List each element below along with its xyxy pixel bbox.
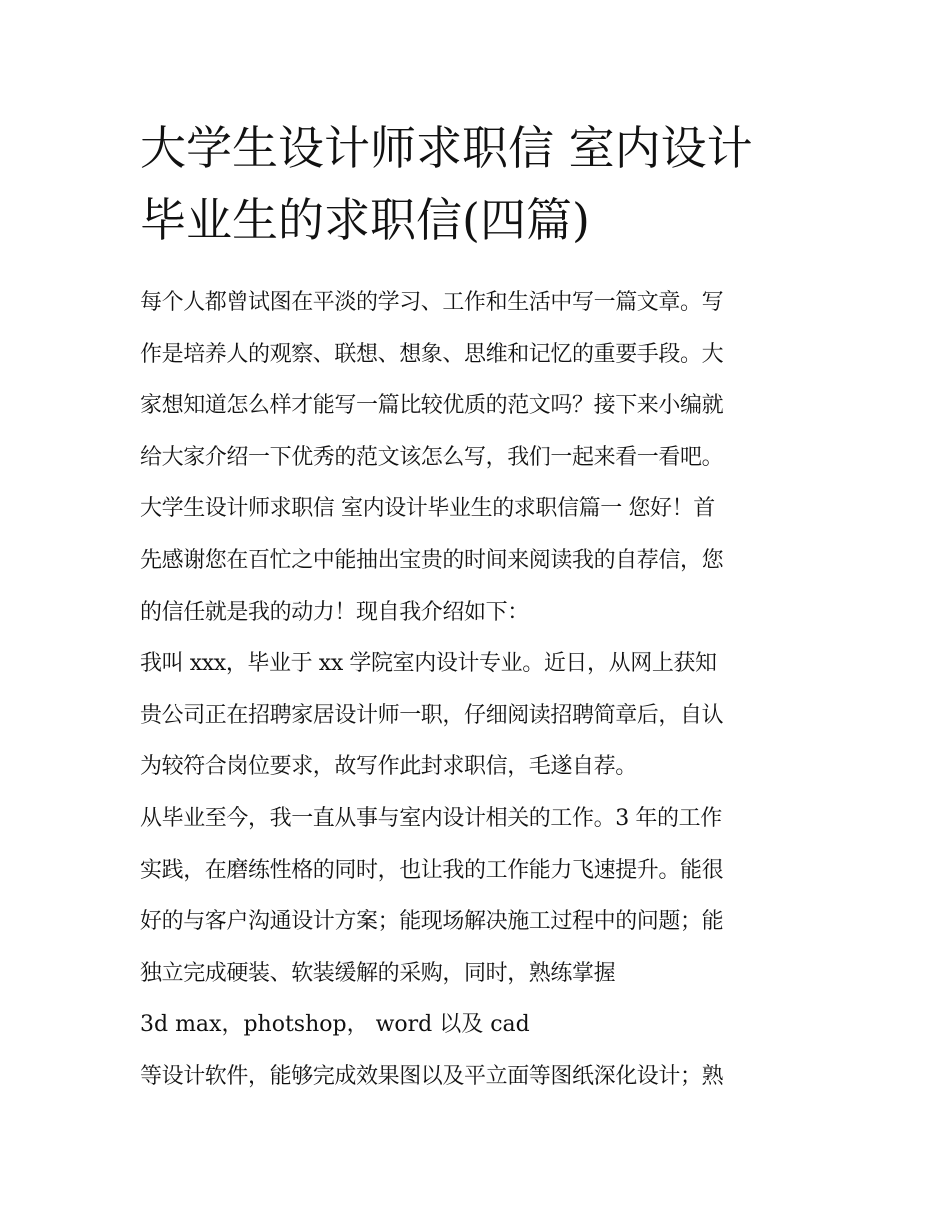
body-line: 作是培养人的观察、联想、想象、思维和记忆的重要手段。大 bbox=[140, 341, 724, 367]
body-line: 独立完成硬装、软装缓解的采购，同时，熟练掌握 bbox=[140, 960, 616, 986]
body-line: 从毕业至今，我一直从事与室内设计相关的工作。3 年的工作 bbox=[140, 805, 722, 831]
body-line: 好的与客户沟通设计方案；能现场解决施工过程中的问题；能 bbox=[140, 909, 724, 935]
body-line: 给大家介绍一下优秀的范文该怎么写，我们一起来看一看吧。 bbox=[140, 444, 724, 470]
body-line: 为较符合岗位要求，故写作此封求职信，毛遂自荐。 bbox=[140, 754, 637, 780]
title-line: 毕业生的求职信(四篇) bbox=[140, 193, 590, 247]
body-line: 我叫 xxx，毕业于 xx 学院室内设计专业。近日，从网上获知 bbox=[140, 651, 717, 677]
body-line: 每个人都曾试图在平淡的学习、工作和生活中写一篇文章。写 bbox=[140, 290, 724, 315]
body-line: 家想知道怎么样才能写一篇比较优质的范文吗？接下来小编就 bbox=[140, 393, 724, 419]
body-line: 实践，在磨练性格的同时，也让我的工作能力飞速提升。能很 bbox=[140, 857, 724, 883]
body-line: 的信任就是我的动力！现自我介绍如下： bbox=[140, 599, 529, 625]
body-line: 3d max，photshop， word 以及 cad bbox=[140, 1012, 530, 1038]
document-title bbox=[140, 112, 830, 256]
body-line: 先感谢您在百忙之中能抽出宝贵的时间来阅读我的自荐信，您 bbox=[140, 547, 724, 573]
title-line: 大学生设计师求职信 室内设计 bbox=[140, 121, 753, 175]
document-body bbox=[140, 277, 820, 1103]
body-line: 等设计软件，能够完成效果图以及平立面等图纸深化设计；熟 bbox=[140, 1063, 724, 1089]
body-line: 大学生设计师求职信 室内设计毕业生的求职信篇一 您好！首 bbox=[140, 496, 715, 522]
body-line: 贵公司正在招聘家居设计师一职，仔细阅读招聘简章后，自认 bbox=[140, 702, 724, 728]
